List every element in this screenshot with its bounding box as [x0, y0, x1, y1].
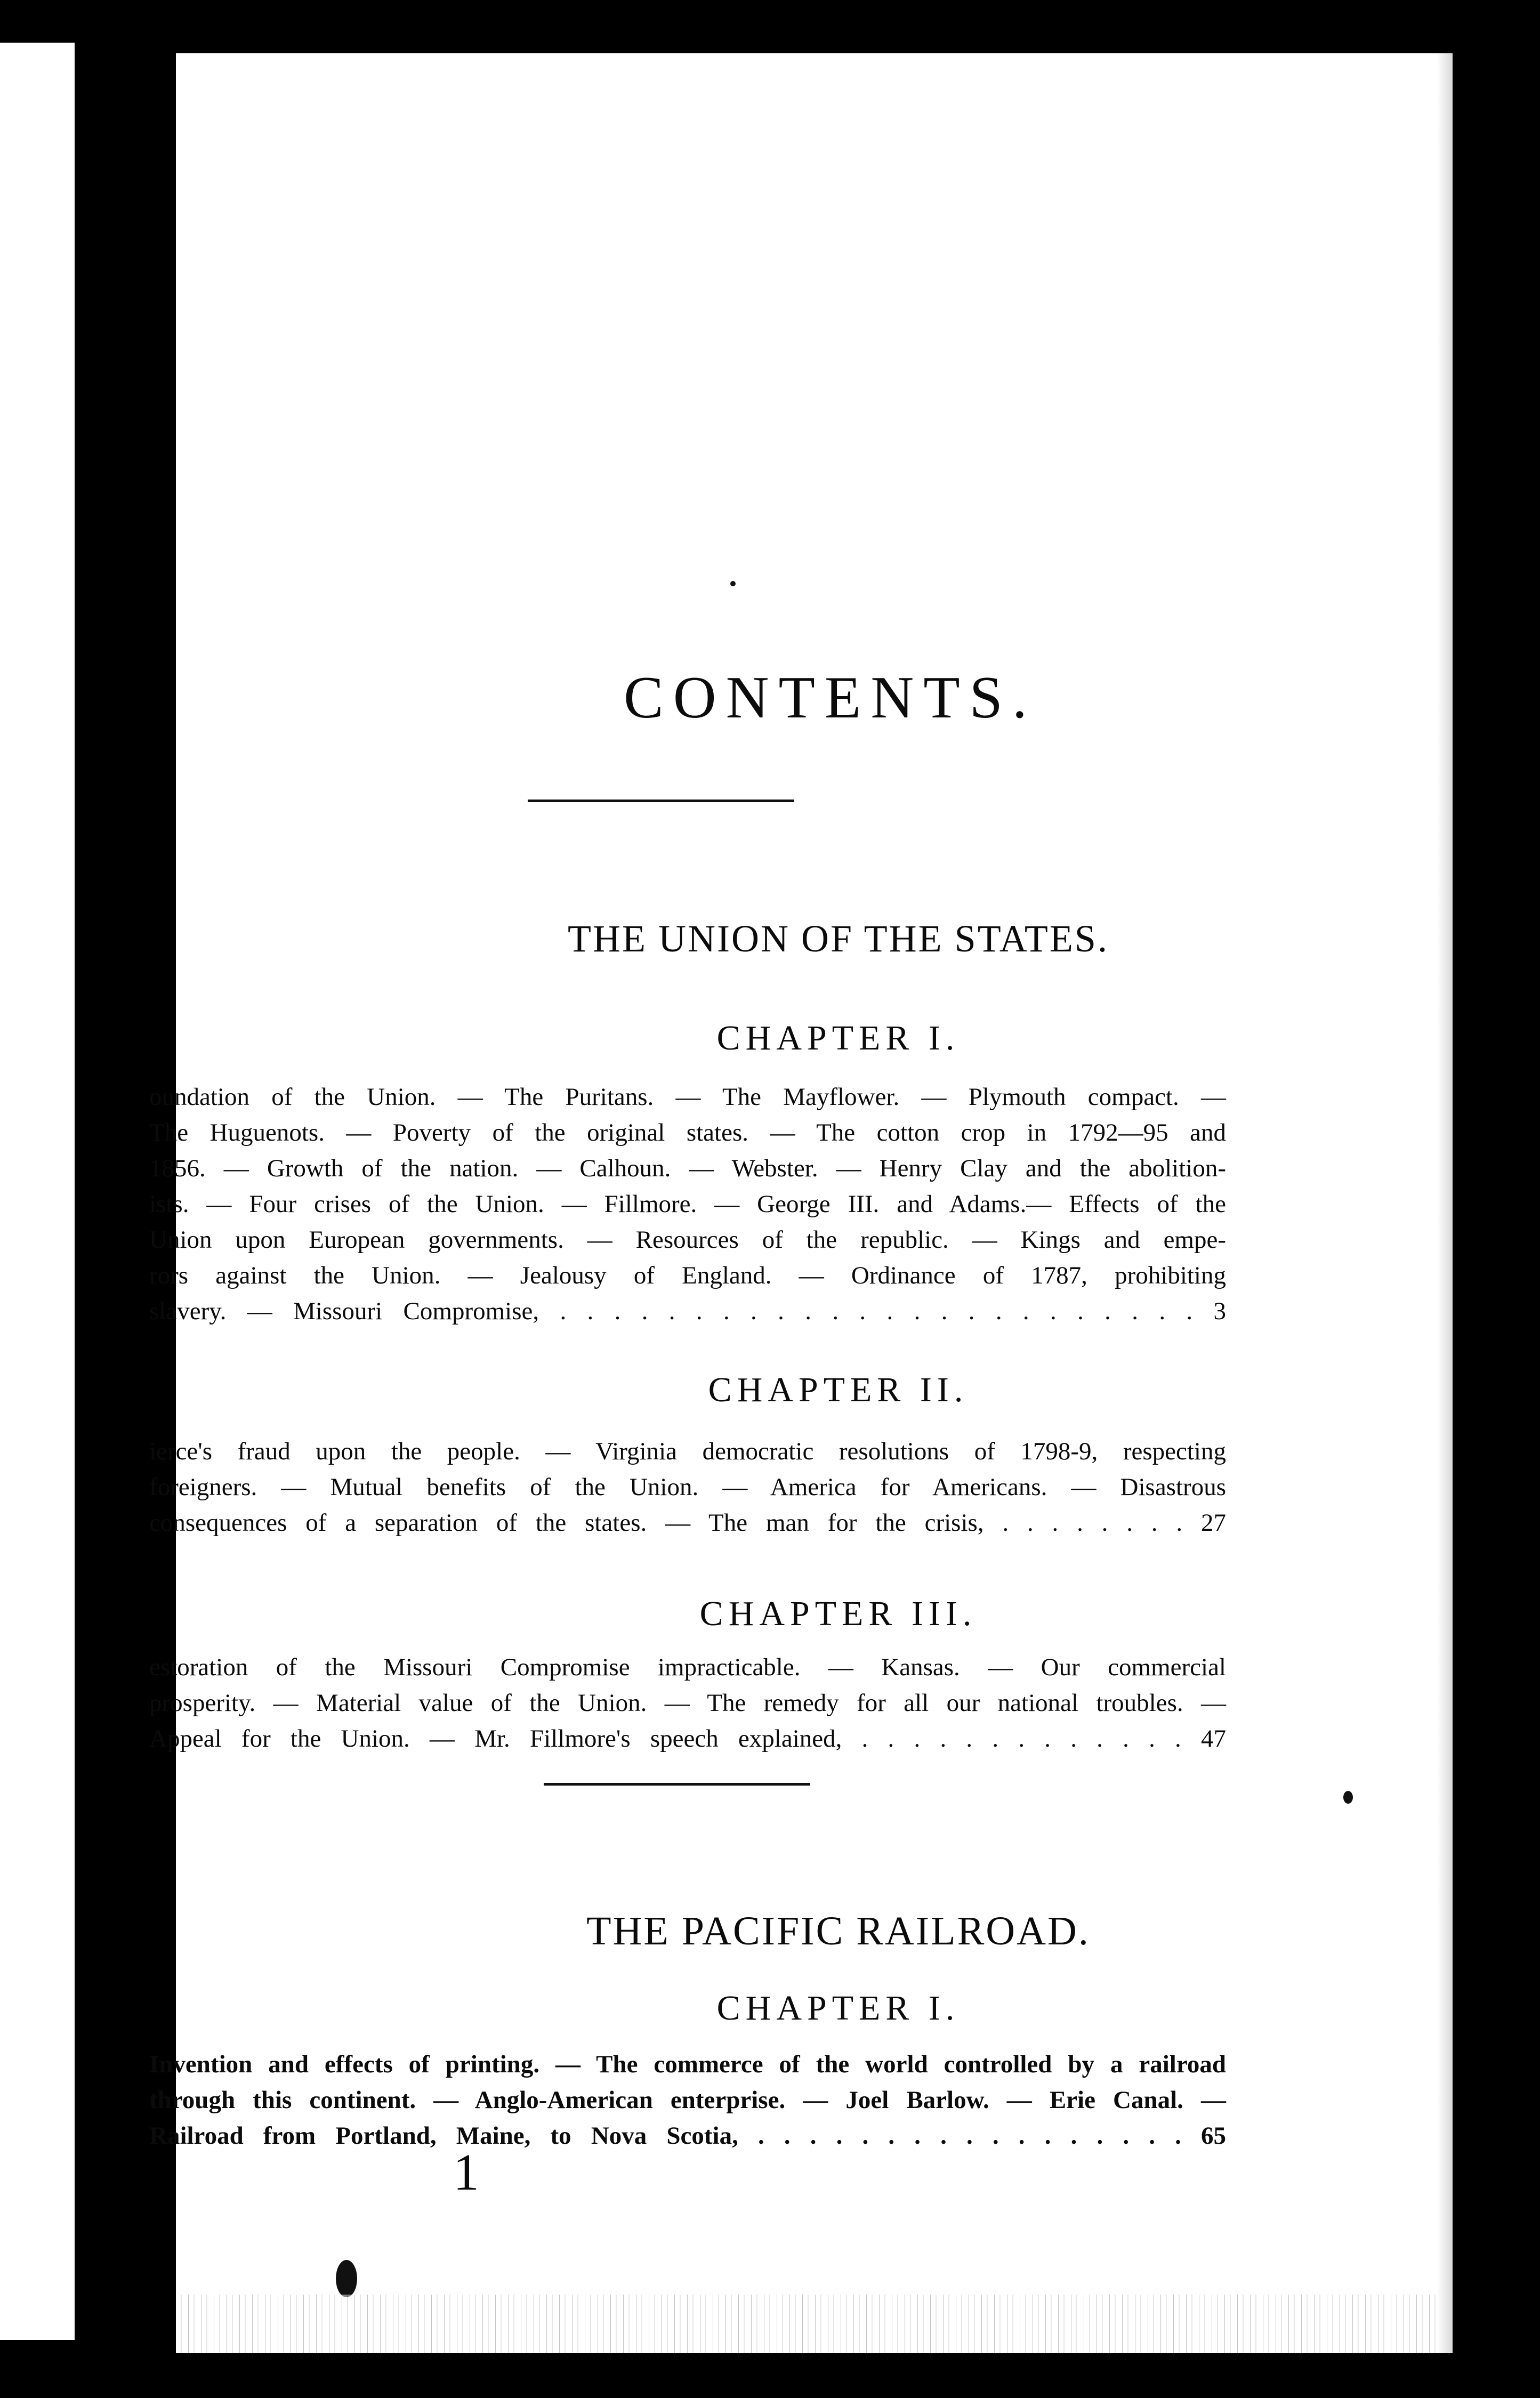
- section-rule: [544, 1783, 810, 1786]
- summary-line: oundation of the Union. — The Puritans. — The Mayflower. — Plymouth compact. —: [149, 1083, 1226, 1111]
- summary-line: slavery. — Missouri Compromise, . . . . . . . . . . . . . . . . . . . . . . . . 3: [149, 1297, 1226, 1325]
- summary-line: ierce's fraud upon the people. — Virginia democratic resolutions of 1798-9, respecting: [149, 1438, 1226, 1465]
- summary-line: through this continent. — Anglo-American enterprise. — Joel Barlow. — Erie Canal. —: [149, 2086, 1226, 2114]
- summary-line: Union upon European governments. — Resources of the republic. — Kings and empe-: [149, 1226, 1226, 1254]
- contents-heading: CONTENTS.: [624, 665, 1037, 731]
- adjacent-page-edge: [0, 43, 96, 2340]
- summary-line: prosperity. — Material value of the Union. — The remedy for all our national troubles. —: [149, 1689, 1226, 1717]
- chapter-title-union-2: CHAPTER II.: [708, 1370, 969, 1409]
- summary-line: Railroad from Portland, Maine, to Nova Scotia, . . . . . . . . . . . . . . . . . 65: [149, 2122, 1226, 2150]
- ink-speck: [730, 581, 736, 586]
- summary-line: Invention and effects of printing. — The commerce of the world controlled by a railroad: [149, 2050, 1226, 2078]
- page-number: 1: [453, 2144, 479, 2201]
- chapter-title-union-1: CHAPTER I.: [716, 1019, 960, 1057]
- section-title-pacific: THE PACIFIC RAILROAD.: [586, 1909, 1090, 1953]
- chapter-summary-union-1: [149, 1079, 1226, 1329]
- scan-noise: [176, 2295, 1453, 2353]
- summary-line: Appeal for the Union. — Mr. Fillmore's speech explained, . . . . . . . . . . . . . 47: [149, 1725, 1226, 1753]
- chapter-summary-union-3: [149, 1650, 1226, 1757]
- section-title-union: THE UNION OF THE STATES.: [568, 917, 1109, 960]
- summary-line: rors against the Union. — Jealousy of England. — Ordinance of 1787, prohibiting: [149, 1262, 1226, 1289]
- summary-line: foreigners. — Mutual benefits of the Union. — America for Americans. — Disastrous: [149, 1473, 1226, 1501]
- summary-line: estoration of the Missouri Compromise impracticable. — Kansas. — Our commercial: [149, 1653, 1226, 1681]
- page-gutter-shadow: [75, 43, 96, 2340]
- summary-line: The Huguenots. — Poverty of the original states. — The cotton crop in 1792—95 and: [149, 1119, 1226, 1146]
- summary-line: 1856. — Growth of the nation. — Calhoun. — Webster. — Henry Clay and the abolition-: [149, 1154, 1226, 1182]
- chapter-title-pacific-1: CHAPTER I.: [716, 1989, 960, 2028]
- ink-speck: [336, 2260, 357, 2297]
- chapter-summary-union-2: [149, 1434, 1226, 1541]
- ink-speck: [1343, 1791, 1353, 1804]
- summary-line: consequences of a separation of the states. — The man for the crisis, . . . . . . . . 27: [149, 1509, 1226, 1537]
- chapter-title-union-3: CHAPTER III.: [699, 1594, 977, 1633]
- summary-line: ists. — Four crises of the Union. — Fillmore. — George III. and Adams.— Effects of the: [149, 1190, 1226, 1218]
- heading-rule: [528, 800, 794, 802]
- chapter-summary-pacific-1: [149, 2047, 1226, 2154]
- contents-page: [149, 53, 1453, 2353]
